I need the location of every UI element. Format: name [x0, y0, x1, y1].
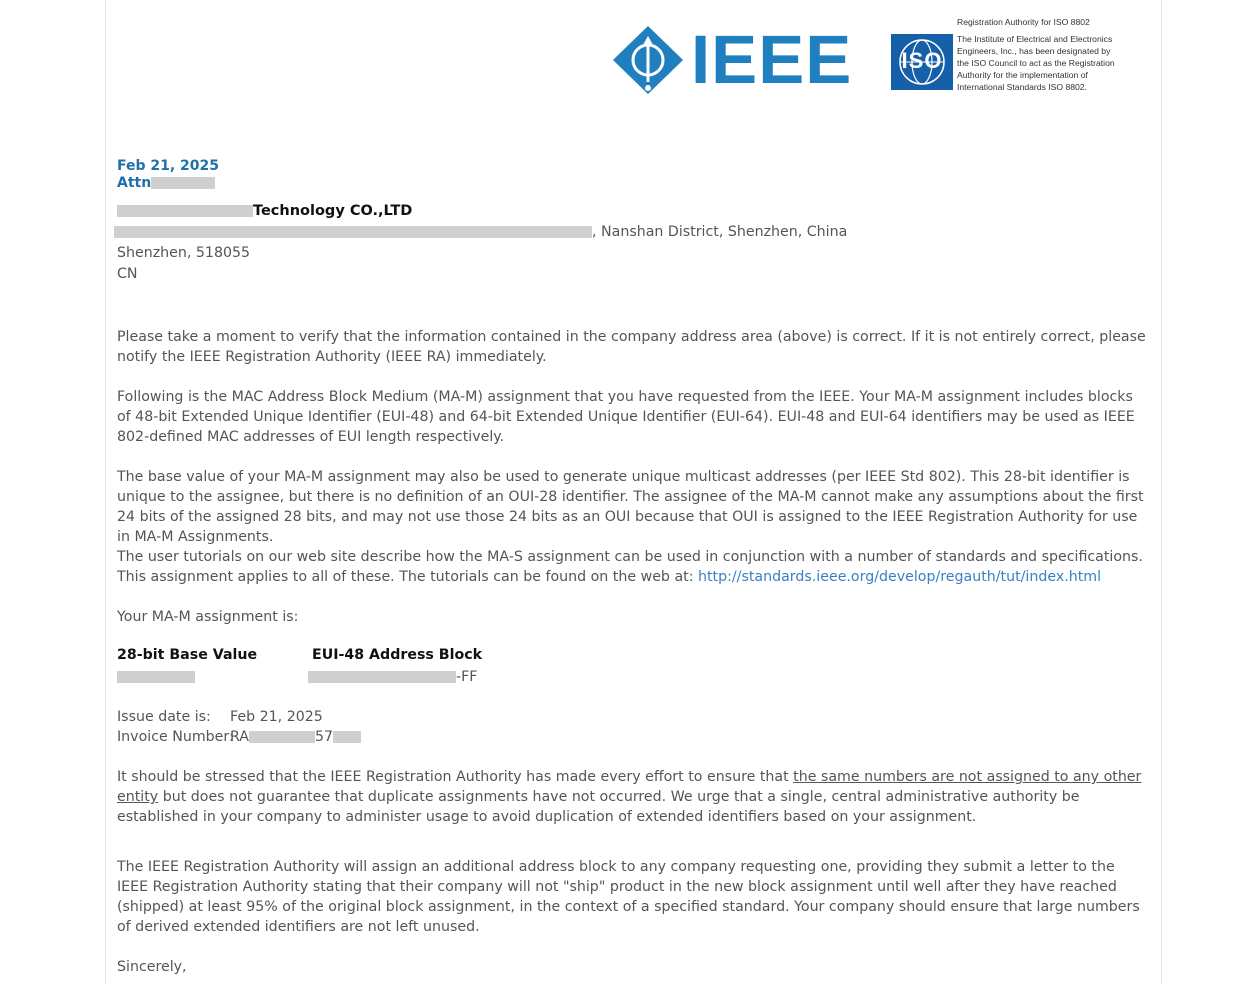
iso-desc-4: Authority for the implementation of — [957, 70, 1088, 80]
redacted-invoice-end — [333, 731, 361, 743]
duplicates-pre: It should be stressed that the IEEE Registration Authority has made every effort to ensure that — [117, 769, 794, 785]
iso-wordmark: ISO — [901, 48, 943, 73]
ieee-diamond-icon — [611, 24, 685, 96]
closing: Sincerely, — [117, 959, 187, 975]
address-country: CN — [117, 266, 138, 282]
attn-line — [117, 174, 215, 192]
col-header-base-value: 28-bit Base Value — [117, 647, 258, 663]
duplicates-post: but does not guarantee that duplicate assignments have not occurred. We urge that a single, central administrative authority be established in your company to administer usage to avoid duplication of extended identifiers based on your assignment. — [117, 789, 1080, 825]
invoice-prefix: RA — [230, 729, 249, 745]
ieee-logo — [611, 21, 856, 98]
paragraph-tutorials — [117, 547, 1149, 587]
col-header-eui48: EUI-48 Address Block — [312, 647, 483, 663]
iso-logo — [891, 34, 953, 90]
iso-desc-1: The Institute of Electrical and Electronics — [957, 34, 1113, 44]
redacted-attn-name — [151, 177, 215, 189]
paragraph-duplicates — [117, 767, 1149, 827]
invoice-mid: 57 — [315, 729, 334, 745]
address-suffix: , Nanshan District, Shenzhen, China — [592, 224, 848, 240]
issue-date-value: Feb 21, 2025 — [230, 709, 323, 725]
paragraph-verify: Please take a moment to verify that the information contained in the company address area (above) is correct. If it is not entirely correct, please notify the IEEE Registration Authority (IEEE RA) immediately. — [117, 329, 1146, 365]
paragraph-base-value: The base value of your MA-M assignment may also be used to generate unique multicast addresses (per IEEE Std 802). This 28-bit identifier is unique to the assignee, but there is no definition of an OUI-28 identifier. The assignee of the MA-M cannot make any assumptions about the first 24 bits of the assigned 28 bits, and may not use those 24 bits as an OUI because that OUI is assigned to the IEEE Registration Authority for use in MA-M Assignments. — [117, 469, 1144, 545]
assignment-intro: Your MA-M assignment is: — [117, 609, 299, 625]
issue-date-label: Issue date is: — [117, 709, 211, 725]
eui48-suffix: -FF — [456, 669, 478, 685]
letter-page — [105, 0, 1162, 984]
ieee-wordmark: IEEE — [691, 21, 853, 98]
redacted-base-value — [117, 671, 195, 683]
tutorials-link[interactable]: http://standards.ieee.org/develop/regauth/tut/index.html — [698, 569, 1102, 585]
iso-title: Registration Authority for ISO 8802 — [957, 17, 1090, 27]
duplicates-underlined: the same numbers are not assigned to any other entity — [117, 769, 1142, 805]
paragraph-additional-block: The IEEE Registration Authority will assign an additional address block to any company requesting one, providing they submit a letter to the IEEE Registration Authority stating that their company will not "ship" product in the new block assignment until well after they have reached (shipped) at least 95% of the original block assignment, in the context of a specified standard. Your company should ensure that large numbers of derived extended identifiers are not left unused. — [117, 859, 1140, 935]
base-value-cell — [117, 667, 195, 687]
letter-date: Feb 21, 2025 — [117, 158, 220, 174]
redacted-company-prefix — [117, 205, 253, 217]
tutorials-text: The user tutorials on our web site describe how the MA-S assignment can be used in conjunction with a number of standards and specifications. This assignment applies to all of these. The tutorials can be found on the web at: — [117, 549, 1143, 585]
attn-label: Attn — [117, 175, 152, 191]
address-line — [114, 222, 847, 242]
eui48-cell — [308, 667, 477, 687]
company-name — [117, 201, 412, 221]
invoice-label: Invoice Number: — [117, 729, 234, 745]
iso-desc-2: Engineers, Inc., has been designated by — [957, 46, 1111, 56]
iso-desc-5: International Standards ISO 8802. — [957, 82, 1087, 92]
redacted-street — [114, 226, 592, 238]
address-city: Shenzhen, 518055 — [117, 245, 251, 261]
invoice-value — [230, 727, 361, 747]
iso-desc-3: the ISO Council to act as the Registration — [957, 58, 1115, 68]
company-suffix: Technology CO.,LTD — [253, 203, 413, 219]
redacted-invoice-mid — [249, 731, 315, 743]
paragraph-assignment: Following is the MAC Address Block Medium (MA-M) assignment that you have requested from the IEEE. Your MA-M assignment includes blocks of 48-bit Extended Unique Identifier (EUI-48) and 64-bit Extended Unique Identifier (EUI-64). EUI-48 and EUI-64 identifiers may be used as IEEE 802-defined MAC addresses of EUI length respectively. — [117, 389, 1135, 445]
redacted-eui48-block — [308, 671, 456, 683]
